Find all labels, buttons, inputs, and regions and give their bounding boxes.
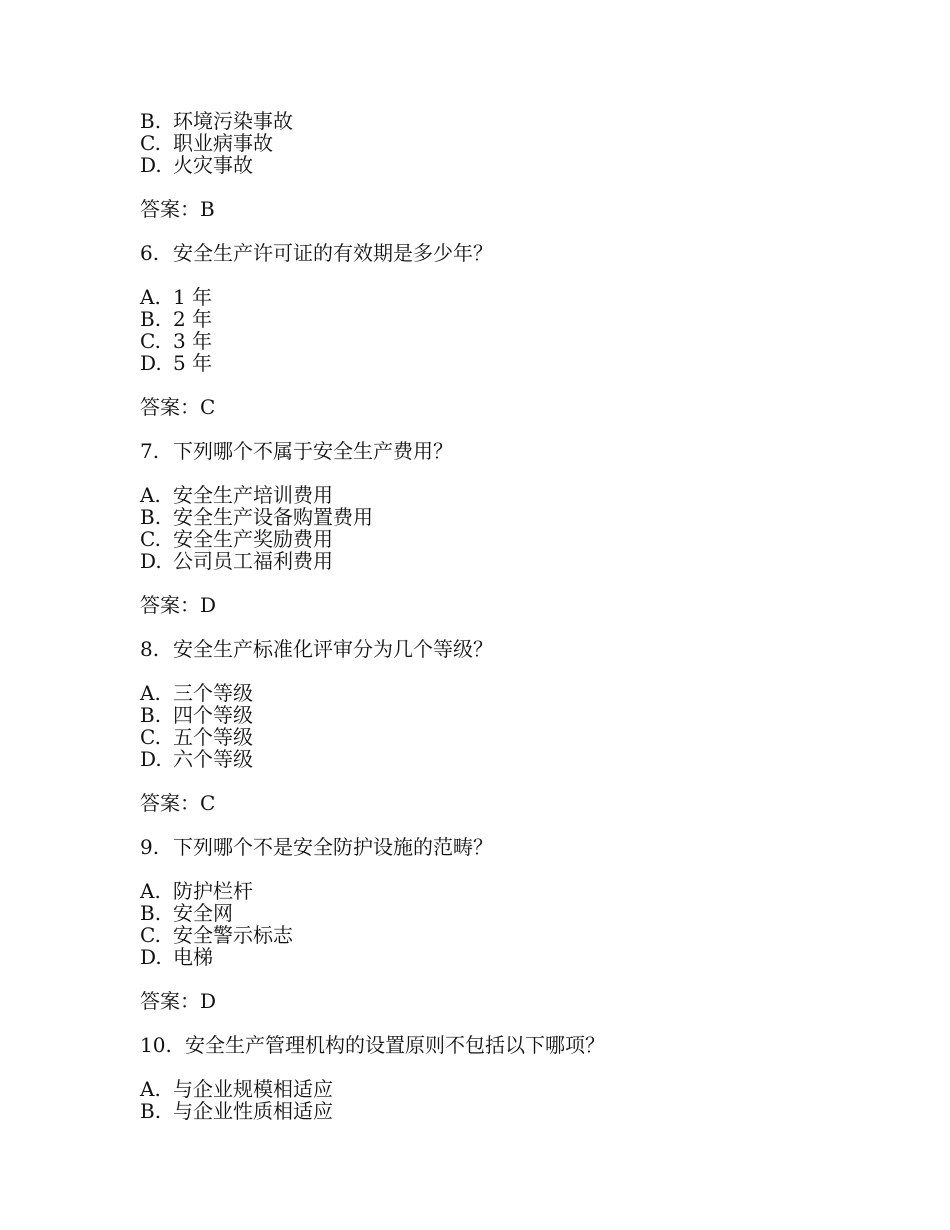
option-c bbox=[140, 924, 900, 946]
option-text: 三个等级 bbox=[173, 681, 253, 705]
option-text: 安全生产培训费用 bbox=[173, 483, 333, 507]
question-stem: 下列哪个不属于安全生产费用？ bbox=[173, 439, 453, 463]
option-text: 与企业性质相适应 bbox=[173, 1099, 333, 1123]
question-text bbox=[140, 638, 900, 660]
option-letter: B. bbox=[140, 505, 162, 529]
option-text: 安全网 bbox=[173, 901, 233, 925]
answer-line: 答案：C bbox=[140, 791, 216, 815]
option-d bbox=[140, 550, 900, 572]
option-text: 安全警示标志 bbox=[173, 923, 293, 947]
question-9 bbox=[140, 836, 900, 1034]
option-b bbox=[140, 902, 900, 924]
answer-line: 答案：D bbox=[140, 593, 217, 617]
option-letter: C. bbox=[140, 131, 161, 155]
option-a bbox=[140, 1078, 900, 1100]
question-8 bbox=[140, 638, 900, 836]
answer-line: 答案：D bbox=[140, 989, 217, 1013]
option-a bbox=[140, 484, 900, 506]
option-text: 与企业规模相适应 bbox=[173, 1077, 333, 1101]
option-text: 六个等级 bbox=[173, 747, 253, 771]
option-letter: D. bbox=[140, 549, 162, 573]
option-d bbox=[140, 748, 900, 770]
option-b bbox=[140, 308, 900, 330]
option-text: 电梯 bbox=[173, 945, 213, 969]
option-d bbox=[140, 352, 900, 374]
option-letter: B. bbox=[140, 703, 162, 727]
option-text: 3 年 bbox=[173, 329, 213, 353]
question-number: 7. bbox=[140, 439, 160, 463]
option-d bbox=[140, 154, 900, 176]
document-page bbox=[140, 110, 900, 1122]
option-letter: C. bbox=[140, 923, 161, 947]
option-text: 2 年 bbox=[173, 307, 213, 331]
option-letter: A. bbox=[140, 879, 161, 903]
option-c bbox=[140, 528, 900, 550]
option-b bbox=[140, 704, 900, 726]
question-stem: 安全生产标准化评审分为几个等级？ bbox=[173, 637, 493, 661]
question-5-fragment bbox=[140, 110, 900, 242]
option-letter: B. bbox=[140, 901, 162, 925]
option-a bbox=[140, 682, 900, 704]
option-letter: C. bbox=[140, 725, 161, 749]
question-7 bbox=[140, 440, 900, 638]
option-text: 安全生产设备购置费用 bbox=[173, 505, 373, 529]
option-letter: C. bbox=[140, 329, 161, 353]
question-text bbox=[140, 1034, 900, 1056]
question-number: 10. bbox=[140, 1033, 172, 1057]
option-letter: D. bbox=[140, 747, 162, 771]
question-stem: 下列哪个不是安全防护设施的范畴？ bbox=[173, 835, 493, 859]
option-letter: B. bbox=[140, 109, 162, 133]
question-6 bbox=[140, 242, 900, 440]
option-c bbox=[140, 132, 900, 154]
option-letter: D. bbox=[140, 351, 162, 375]
answer-line: 答案：C bbox=[140, 395, 216, 419]
question-text bbox=[140, 836, 900, 858]
option-a bbox=[140, 880, 900, 902]
option-letter: A. bbox=[140, 483, 161, 507]
option-text: 公司员工福利费用 bbox=[173, 549, 333, 573]
option-letter: A. bbox=[140, 681, 161, 705]
option-text: 职业病事故 bbox=[173, 131, 273, 155]
option-b bbox=[140, 110, 900, 132]
question-10 bbox=[140, 1034, 900, 1122]
option-text: 环境污染事故 bbox=[173, 109, 293, 133]
question-text bbox=[140, 440, 900, 462]
option-b bbox=[140, 506, 900, 528]
question-number: 8. bbox=[140, 637, 160, 661]
option-letter: D. bbox=[140, 153, 162, 177]
option-text: 五个等级 bbox=[173, 725, 253, 749]
option-a bbox=[140, 286, 900, 308]
option-letter: A. bbox=[140, 1077, 161, 1101]
option-c bbox=[140, 726, 900, 748]
option-text: 防护栏杆 bbox=[173, 879, 253, 903]
option-letter: D. bbox=[140, 945, 162, 969]
option-c bbox=[140, 330, 900, 352]
question-stem: 安全生产许可证的有效期是多少年？ bbox=[173, 241, 493, 265]
option-text: 1 年 bbox=[173, 285, 213, 309]
question-number: 6. bbox=[140, 241, 160, 265]
question-stem: 安全生产管理机构的设置原则不包括以下哪项？ bbox=[185, 1033, 605, 1057]
option-text: 火灾事故 bbox=[173, 153, 253, 177]
option-text: 5 年 bbox=[173, 351, 213, 375]
option-letter: B. bbox=[140, 1099, 162, 1123]
answer-line: 答案：B bbox=[140, 197, 215, 221]
option-letter: C. bbox=[140, 527, 161, 551]
option-text: 四个等级 bbox=[173, 703, 253, 727]
question-text bbox=[140, 242, 900, 264]
option-d bbox=[140, 946, 900, 968]
question-number: 9. bbox=[140, 835, 160, 859]
option-letter: A. bbox=[140, 285, 161, 309]
option-b bbox=[140, 1100, 900, 1122]
option-text: 安全生产奖励费用 bbox=[173, 527, 333, 551]
option-letter: B. bbox=[140, 307, 162, 331]
